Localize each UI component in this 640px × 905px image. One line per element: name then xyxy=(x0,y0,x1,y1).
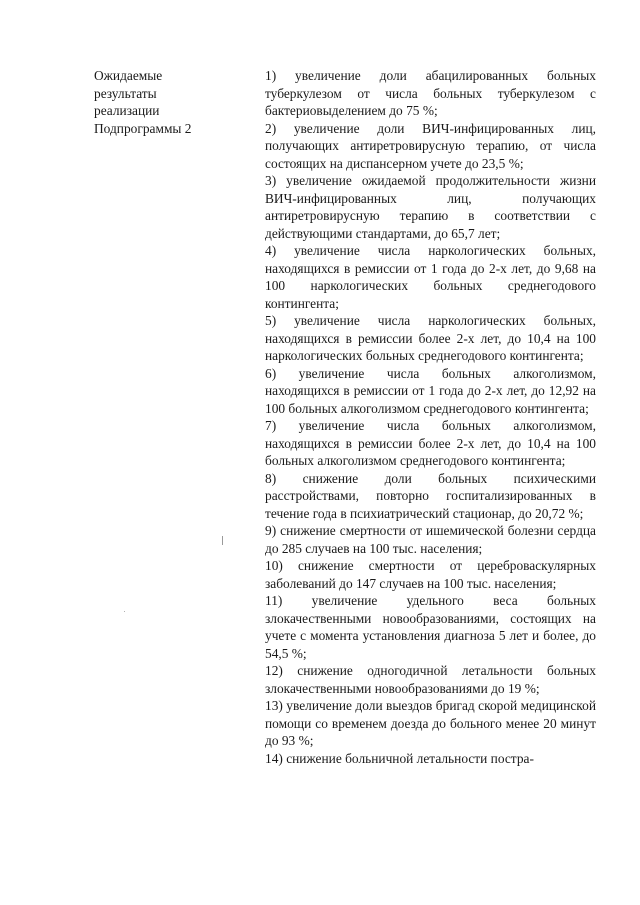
results-list xyxy=(265,67,596,767)
result-item-12: 12) снижение одногодичной летальности больных злокачественными новообразованиями до 19 %; xyxy=(265,663,596,696)
section-label-line-2: результаты xyxy=(94,85,157,101)
section-label-line-3: реализации xyxy=(94,103,160,118)
section-label-line-4: Подпрограммы 2 xyxy=(94,120,192,136)
result-item-10: 10) снижение смертности от цереброваскулярных заболеваний до 147 случаев на 100 тыс. населения; xyxy=(265,558,596,591)
result-item-9: 9) снижение смертности от ишемической болезни сердца до 285 случаев на 100 тыс. населения; xyxy=(265,523,596,556)
result-item-14: 14) снижение больничной летальности постра- xyxy=(265,750,534,766)
result-item-4: 4) увеличение числа наркологических больных, находящихся в ремиссии от 1 года до 2-х лет, до 9,68 на 100 наркологических больных среднегодового контингента; xyxy=(265,243,596,311)
result-item-11: 11) увеличение удельного веса больных злокачественными новообразованиями, состоящих на учете с момента установления диагноза 5 лет и более, до 54,5 %; xyxy=(265,593,596,661)
result-item-7: 7) увеличение числа больных алкоголизмом, находящихся в ремиссии более 2-х лет, до 10,4 на 100 больных алкоголизмом среднегодового контингента; xyxy=(265,418,596,468)
result-item-8: 8) снижение доли больных психическими расстройствами, повторно госпитализированных в течение года в психиатрический стационар, до 20,72 %; xyxy=(265,470,596,521)
section-label xyxy=(94,67,234,137)
section-label-line-1: Ожидаемые xyxy=(94,68,163,83)
result-item-5: 5) увеличение числа наркологических больных, находящихся в ремиссии более 2-х лет, до 10,4 на 100 наркологических больных среднегодового контингента; xyxy=(265,313,596,363)
scan-artifact-mark xyxy=(222,536,223,545)
scan-artifact-dot xyxy=(124,611,125,612)
result-item-6: 6) увеличение числа больных алкоголизмом, находящихся в ремиссии от 1 года до 2-х лет, до 12,92 на 100 больных алкоголизмом среднегодового контингента; xyxy=(265,365,596,416)
result-item-3: 3) увеличение ожидаемой продолжительности жизни ВИЧ-инфицированных лиц, получающих антиретровирусную терапию в соответствии с действующими стандартами, до 65,7 лет; xyxy=(265,173,596,241)
result-item-13: 13) увеличение доли выездов бригад скорой медицинской помощи со временем доезда до больного менее 20 минут до 93 %; xyxy=(265,698,596,748)
result-item-1: 1) увеличение доли абацилированных больных туберкулезом от числа больных туберкулезом с бактериовыделением до 75 %; xyxy=(265,68,596,118)
result-item-2: 2) увеличение доли ВИЧ-инфицированных лиц, получающих антиретровирусную терапию, от числа состоящих на диспансерном учете до 23,5 %; xyxy=(265,120,596,171)
